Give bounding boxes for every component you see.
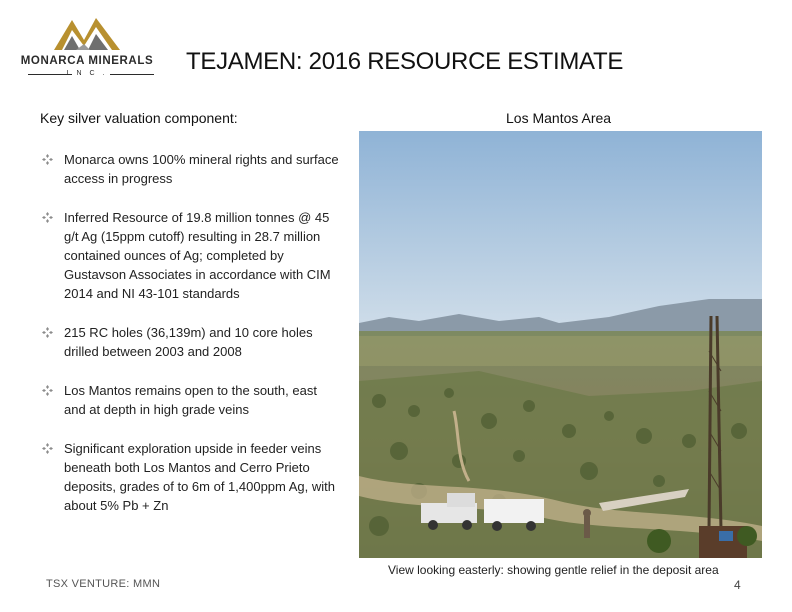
company-logo (14, 14, 159, 84)
bullet-text: Inferred Resource of 19.8 million tonnes @ 45 g/t Ag (15ppm cutoff) resulting in 28.7 million contained ounces of Ag; completed by Gustavson Associates in accordance with CIM 2014 and NI 43-101 standards (64, 210, 331, 301)
bullet-text: Monarca owns 100% mineral rights and surface access in progress (64, 152, 339, 186)
logo-company-name: MONARCA MINERALS (20, 55, 154, 67)
diamond-bullet-icon (42, 154, 53, 165)
site-photo (359, 131, 762, 558)
bullet-item (42, 150, 342, 188)
photo-title: Los Mantos Area (506, 110, 612, 126)
footer-ticker: TSX VENTURE: MMN (46, 578, 161, 590)
bullet-item (42, 439, 342, 515)
bullet-text: 215 RC holes (36,139m) and 10 core holes drilled between 2003 and 2008 (64, 325, 313, 359)
page-number: 4 (734, 578, 741, 592)
bullet-text: Significant exploration upside in feeder veins beneath both Los Mantos and Cerro Prieto deposits, grades of to 6m of 1,400ppm Ag, with about 5% Pb + Zn (64, 441, 335, 513)
bullet-item (42, 323, 342, 361)
bullet-item (42, 208, 342, 303)
bullet-list (42, 150, 342, 535)
mountain-logo-icon (54, 14, 120, 52)
photo-caption: View looking easterly: showing gentle relief in the deposit area (388, 563, 719, 577)
diamond-bullet-icon (42, 327, 53, 338)
landscape-photo (359, 131, 762, 558)
diamond-bullet-icon (42, 443, 53, 454)
diamond-bullet-icon (42, 385, 53, 396)
slide-title: TEJAMEN: 2016 RESOURCE ESTIMATE (186, 48, 624, 75)
bullet-text: Los Mantos remains open to the south, east and at depth in high grade veins (64, 383, 317, 417)
bullet-item (42, 381, 342, 419)
section-subheading: Key silver valuation component: (40, 110, 238, 126)
diamond-bullet-icon (42, 212, 53, 223)
logo-company-suffix: I N C . (66, 70, 108, 77)
